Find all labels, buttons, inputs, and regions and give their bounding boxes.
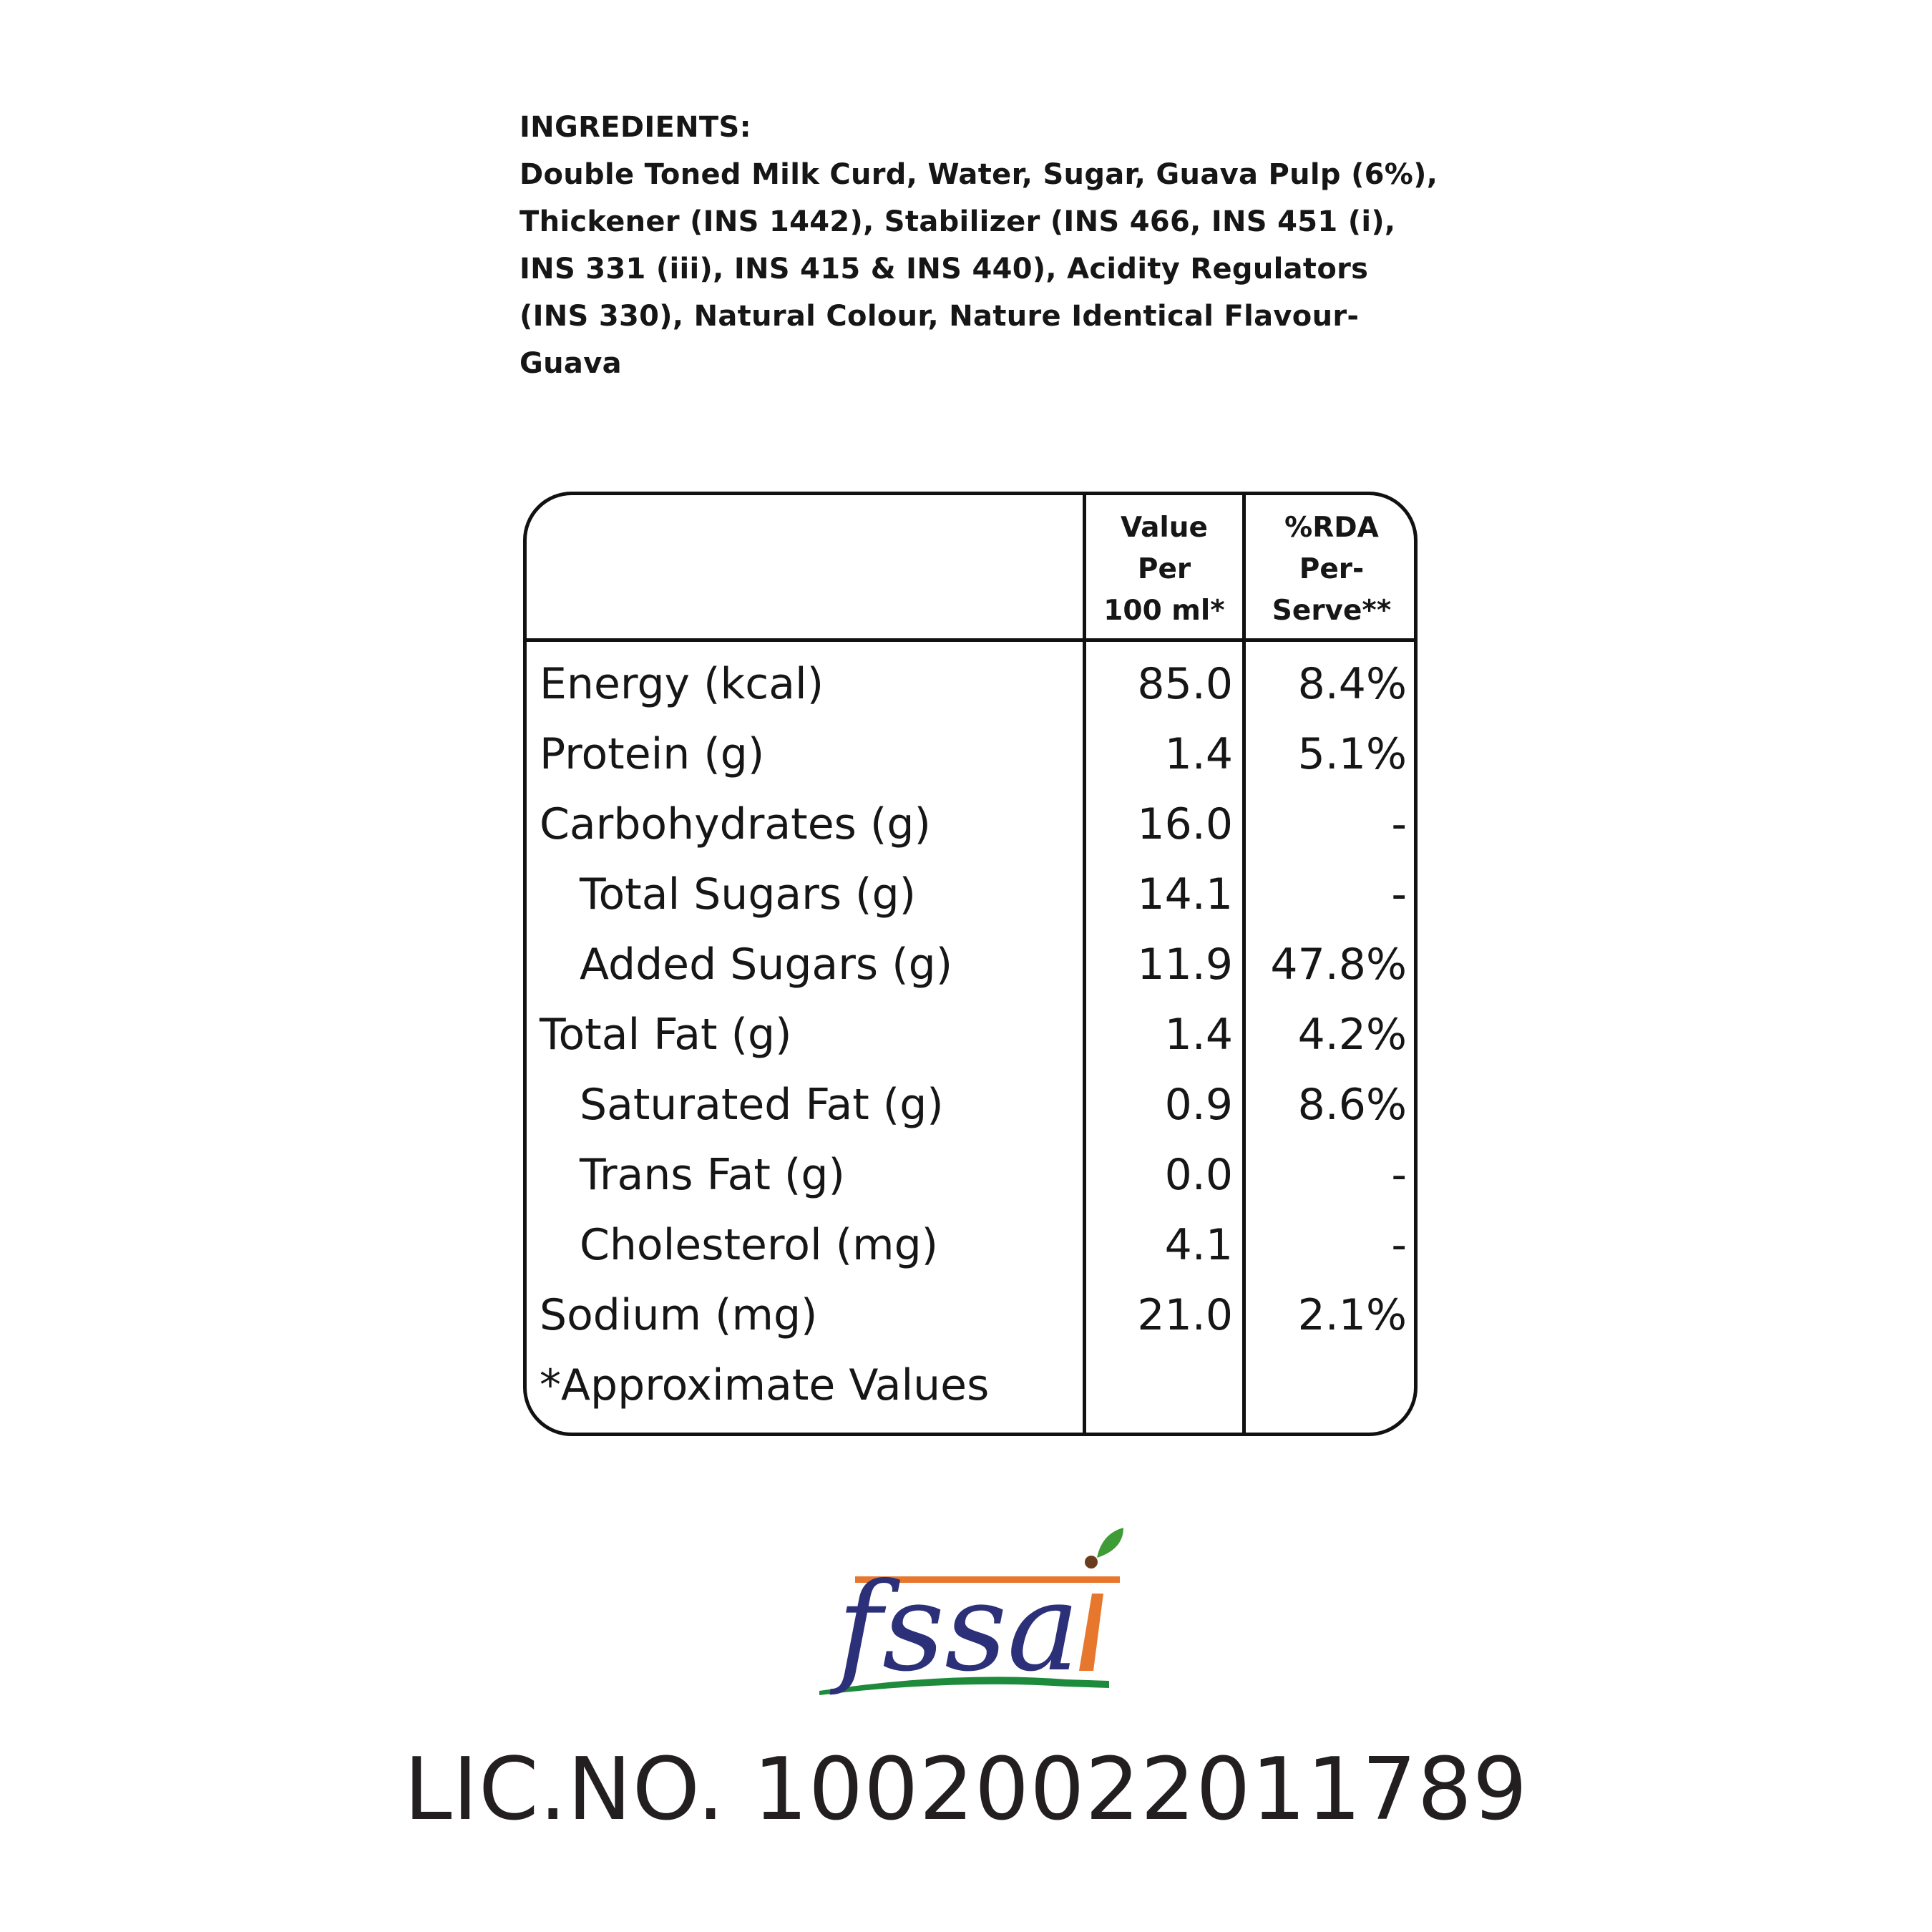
header-line: Per [1137, 553, 1191, 585]
nutrient-name: Sodium (mg) [540, 1290, 818, 1340]
header-line: 100 ml* [1103, 595, 1225, 627]
nutrient-row [527, 1140, 1414, 1210]
nutrient-name: Added Sugars (g) [580, 940, 953, 990]
nutrient-value: 1.4 [1164, 729, 1233, 779]
nutrient-value: 0.9 [1164, 1080, 1233, 1130]
ingredients-text: Double Toned Milk Curd, Water, Sugar, Guava Pulp (6%), Thickener (INS 1442), Stabilizer (INS 466, INS 451 (i), INS 331 (iii), INS 415 & INS 440), Acidity Regulators (INS 330), Natural Colour, Nature Identical Flavour- Guava [519, 158, 1438, 380]
nutrient-row [527, 930, 1414, 1000]
nutrient-rda: - [1391, 1220, 1407, 1270]
nutrient-row [527, 789, 1414, 859]
license-number: LIC.NO. 10020022011789 [404, 1740, 1528, 1840]
nutrient-row [527, 649, 1414, 719]
header-line: Per- [1299, 553, 1365, 585]
logo-i-stem [1079, 1594, 1103, 1671]
logo-wordmark: fssa [837, 1557, 1080, 1699]
value-per-100ml-header [1086, 505, 1242, 634]
nutrient-rda: 8.4% [1297, 659, 1407, 709]
nutrient-name: Protein (g) [540, 729, 765, 779]
nutrient-rda: - [1391, 799, 1407, 849]
nutrient-row [527, 1000, 1414, 1070]
header-line: Value [1121, 512, 1208, 544]
nutrient-value: 21.0 [1137, 1290, 1233, 1340]
nutrient-row [527, 719, 1414, 789]
nutrient-rda: 8.6% [1297, 1080, 1407, 1130]
nutrient-value: 16.0 [1137, 799, 1233, 849]
header-line: Serve** [1272, 595, 1392, 627]
nutrient-name: Cholesterol (mg) [580, 1220, 939, 1270]
nutrient-row [527, 859, 1414, 930]
nutrient-row [527, 1280, 1414, 1350]
nutrient-rda: 2.1% [1297, 1290, 1407, 1340]
footnote-row [527, 1350, 1414, 1420]
nutrient-value: 14.1 [1137, 869, 1233, 919]
nutrient-value: 1.4 [1164, 1010, 1233, 1060]
nutrient-name: Carbohydrates (g) [540, 799, 931, 849]
nutrient-rda: - [1391, 869, 1407, 919]
nutrition-table [523, 492, 1418, 1436]
fssai-logo [809, 1528, 1152, 1699]
logo-seed-dot [1085, 1556, 1098, 1568]
nutrient-rda: - [1391, 1150, 1407, 1200]
ingredients-heading: INGREDIENTS: [519, 111, 751, 144]
nutrient-value: 85.0 [1137, 659, 1233, 709]
nutrient-row [527, 1210, 1414, 1280]
nutrient-row [527, 1070, 1414, 1140]
nutrient-name: Saturated Fat (g) [580, 1080, 944, 1130]
footnote: *Approximate Values [540, 1360, 990, 1410]
rda-per-serve-header [1246, 505, 1418, 634]
nutrient-value: 0.0 [1164, 1150, 1233, 1200]
nutrient-rda: 5.1% [1297, 729, 1407, 779]
nutrient-name: Trans Fat (g) [580, 1150, 845, 1200]
nutrient-rda: 4.2% [1297, 1010, 1407, 1060]
nutrient-name: Energy (kcal) [540, 659, 824, 709]
nutrient-value: 11.9 [1137, 940, 1233, 990]
logo-leaf [1097, 1528, 1123, 1558]
ingredients-section [519, 104, 1443, 387]
nutrient-rda: 47.8% [1270, 940, 1407, 990]
nutrient-value: 4.1 [1164, 1220, 1233, 1270]
nutrient-name: Total Fat (g) [540, 1010, 792, 1060]
header-divider [527, 638, 1414, 642]
nutrient-name: Total Sugars (g) [580, 869, 917, 919]
header-line: %RDA [1284, 512, 1379, 544]
